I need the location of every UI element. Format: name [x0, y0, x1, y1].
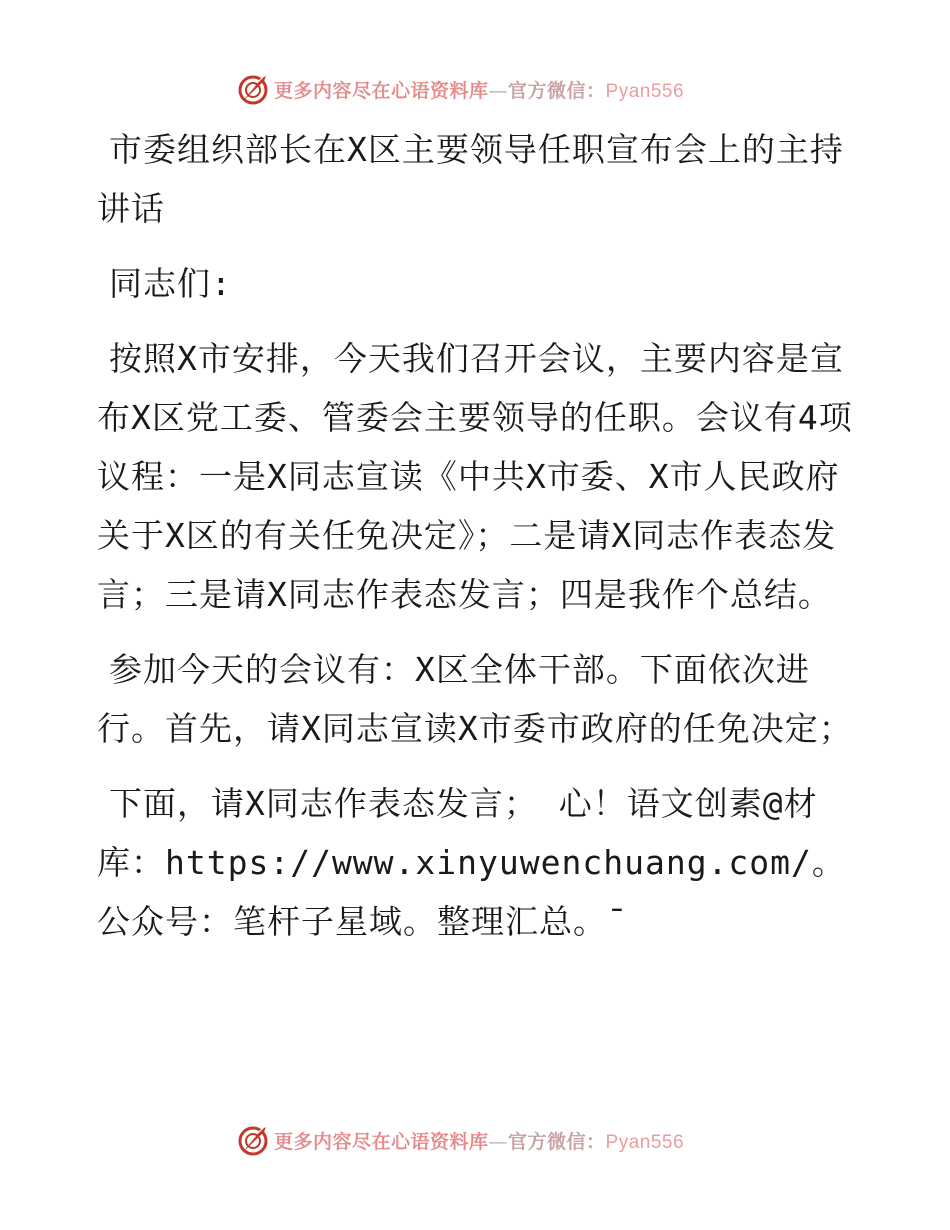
header-banner-main: 更多内容尽在心语资料库: [274, 79, 489, 102]
document-body: [97, 120, 857, 951]
footer-banner-sub: 官方微信：: [508, 1130, 606, 1153]
header-banner-separator: —: [488, 79, 509, 102]
header-banner: [236, 72, 684, 106]
quill-logo-icon: [236, 72, 270, 106]
document-paragraph: 按照X市安排，今天我们召开会议，主要内容是宣布X区党工委、管委会主要领导的任职。会议有4项议程：一是X同志宣读《中共X市委、X市人民政府关于X区的有关任免决定》；二是请X同志作表态发言；三是请X同志作表态发言；四是我作个总结。: [97, 339, 853, 614]
document-paragraph: 参加今天的会议有：X区全体干部。下面依次进行。首先，请X同志宣读X市委市政府的任免决定；: [97, 650, 853, 748]
footer-banner: [236, 1123, 684, 1157]
footer-banner-main: 更多内容尽在心语资料库: [274, 1130, 489, 1153]
header-banner-id: Pyan556: [605, 80, 685, 102]
quill-logo-icon: [236, 1123, 270, 1157]
footer-banner-separator: —: [488, 1130, 509, 1153]
document-title: 市委组织部长在X区主要领导任职宣布会上的主持讲话: [97, 130, 844, 228]
footer-banner-id: Pyan556: [605, 1131, 685, 1153]
document-paragraph: 下面，请X同志作表态发言； 心！语文创素@材库：https://www.xinyuwenchuang.com/。公众号：笔杆子星域。整理汇总。¯: [97, 784, 846, 941]
document-salutation: 同志们:: [109, 264, 232, 303]
header-banner-sub: 官方微信：: [508, 79, 606, 102]
